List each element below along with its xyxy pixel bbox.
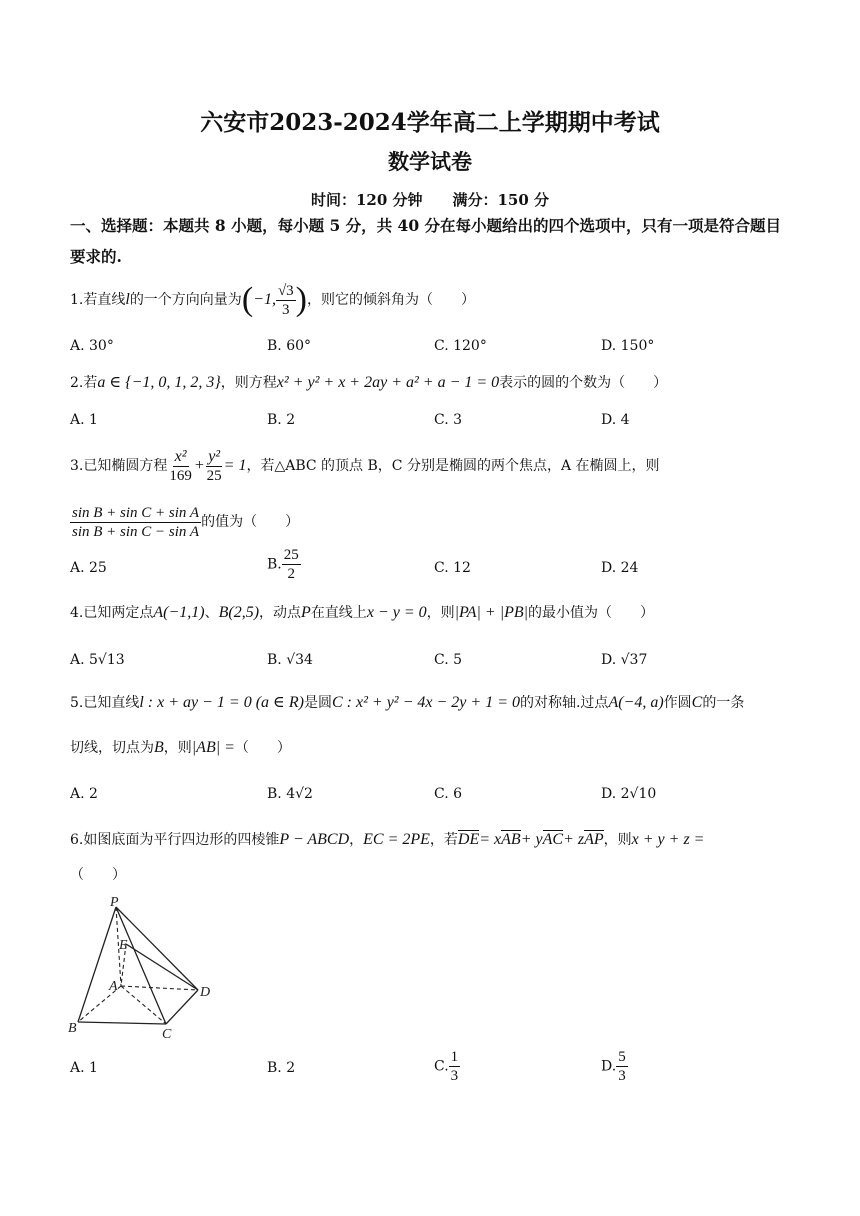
q6-sum: x + y + z = bbox=[631, 831, 705, 848]
label-d: D bbox=[200, 985, 211, 1000]
q5-point-a: A(−4, a) bbox=[608, 694, 664, 711]
q3-option-b-label: B. bbox=[267, 556, 282, 573]
question-2 bbox=[70, 372, 667, 392]
q6-option-c-den: 3 bbox=[450, 1068, 459, 1084]
q3-eq1: = 1 bbox=[223, 457, 247, 474]
q3-expr-num: sin B + sin C + sin A bbox=[72, 504, 200, 521]
q4-text-pre: 4.已知两定点 bbox=[70, 605, 154, 621]
q2-text-mid: ，则方程 bbox=[220, 375, 277, 391]
q5-line2-pre: 切线，切点为 bbox=[70, 740, 154, 756]
q4-text-mid3: ，则 bbox=[426, 605, 455, 621]
q6-option-d bbox=[601, 1048, 628, 1085]
question-3 bbox=[70, 446, 660, 486]
q3-frac-x-den: 169 bbox=[169, 467, 192, 484]
q5-option-d: D. 2√10 bbox=[601, 786, 657, 802]
q2-condition: a ∈ {−1, 0, 1, 2, 3} bbox=[97, 374, 221, 391]
q6-vec-ac: AC bbox=[542, 831, 564, 848]
q2-text-post: 表示的圆的个数为（ ） bbox=[499, 375, 668, 391]
q4-text-post: 的最小值为（ ） bbox=[528, 605, 655, 621]
q5-text-post1: 的对称轴.过点 bbox=[519, 695, 609, 711]
q1-vec-num: √3 bbox=[277, 282, 294, 299]
q6-text-mid2: ，则 bbox=[603, 832, 632, 848]
question-5-line2 bbox=[70, 737, 291, 757]
q6-option-d-label: D. bbox=[601, 1058, 617, 1075]
q6-option-c-frac bbox=[449, 1048, 461, 1085]
edge-ad bbox=[121, 986, 198, 990]
q3-option-a: A. 25 bbox=[70, 560, 107, 576]
q3-option-c: C. 12 bbox=[434, 560, 471, 576]
q5-option-c: C. 6 bbox=[434, 786, 463, 802]
edge-pb bbox=[78, 907, 116, 1022]
q2-text-pre: 2.若 bbox=[70, 375, 98, 391]
q5-circle-eq: C : x² + y² − 4x − 2y + 1 = 0 bbox=[332, 694, 520, 711]
q1-option-c: C. 120° bbox=[434, 338, 487, 354]
q5-line2-mid: ，则 bbox=[163, 740, 192, 756]
q6-vec-ap: AP bbox=[584, 831, 604, 848]
q3-text-mid: ，若△ABC 的顶点 B，C 分别是椭圆的两个焦点， bbox=[246, 458, 561, 474]
q3-frac-x bbox=[167, 448, 194, 485]
q3-text-pre: 3.已知椭圆方程 bbox=[70, 458, 168, 474]
q3-text-post: 的值为（ ） bbox=[201, 514, 300, 530]
q3-text-mid2: A 在椭圆上，则 bbox=[560, 458, 660, 474]
q5-text-pre: 5.已知直线 bbox=[70, 695, 140, 711]
q3-option-b-frac bbox=[282, 546, 301, 583]
q5-text-mid: 是圆 bbox=[304, 695, 332, 711]
q1-paren-left: ( bbox=[241, 281, 254, 318]
question-6 bbox=[70, 829, 704, 849]
q1-text-mid: 的一个方向向量为 bbox=[129, 292, 242, 308]
q4-option-d: D. √37 bbox=[601, 652, 648, 668]
q2-option-d: D. 4 bbox=[601, 412, 630, 428]
q6-pyramid: P − ABCD bbox=[279, 831, 350, 848]
q3-expression bbox=[70, 504, 201, 541]
q4-point-a: A(−1,1) bbox=[153, 604, 205, 621]
q3-frac-x-num: x² bbox=[174, 447, 187, 465]
q3-frac-y bbox=[205, 448, 224, 485]
q4-option-a: A. 5√13 bbox=[70, 652, 125, 668]
question-5 bbox=[70, 692, 744, 712]
q6-option-c-num: 1 bbox=[450, 1049, 459, 1065]
q3-frac-y-den: 25 bbox=[206, 467, 222, 484]
q5-circle-c: C bbox=[691, 694, 703, 711]
q5-point-b: B bbox=[154, 739, 164, 756]
q6-text-pre: 6.如图底面为平行四边形的四棱锥 bbox=[70, 832, 280, 848]
q4-point-p: P bbox=[301, 604, 311, 621]
q6-option-c bbox=[434, 1048, 460, 1085]
edge-cd bbox=[166, 990, 198, 1024]
q6-eq: = x bbox=[479, 831, 502, 848]
edge-bc bbox=[78, 1022, 166, 1024]
edge-ac bbox=[121, 986, 166, 1024]
label-p: P bbox=[110, 895, 119, 910]
q6-option-b: B. 2 bbox=[267, 1060, 296, 1076]
question-3-line2 bbox=[70, 500, 299, 544]
label-c: C bbox=[162, 1027, 172, 1042]
section-heading: 一、选择题：本题共 8 小题，每小题 5 分，共 40 分在每小题给出的四个选项中，只有一项是符合题目要求的. bbox=[70, 216, 782, 266]
q4-point-b: B(2,5) bbox=[218, 604, 260, 621]
q3-frac-y-num: y² bbox=[208, 447, 221, 465]
q6-condition: EC = 2PE bbox=[363, 831, 430, 848]
q5-text-post2: 作圆 bbox=[663, 695, 692, 711]
edge-pd bbox=[116, 907, 198, 990]
q1-option-d: D. 150° bbox=[601, 338, 655, 354]
q2-option-b: B. 2 bbox=[267, 412, 296, 428]
q3-option-b-num: 25 bbox=[283, 547, 299, 563]
q5-ab: |AB| = bbox=[191, 739, 235, 756]
q6-option-a: A. 1 bbox=[70, 1060, 98, 1076]
exam-meta: 时间：120 分钟 满分：150 分 bbox=[310, 191, 550, 209]
question-4 bbox=[70, 602, 654, 622]
q3-option-b bbox=[267, 546, 301, 583]
q1-option-a: A. 30° bbox=[70, 338, 114, 354]
edge-ed bbox=[126, 944, 198, 990]
q1-text-pre: 1.若直线 bbox=[70, 292, 126, 308]
q5-line-eq: l : x + ay − 1 = 0 (a ∈ R) bbox=[139, 694, 304, 711]
q4-option-c: C. 5 bbox=[434, 652, 463, 668]
q6-option-d-num: 5 bbox=[618, 1049, 626, 1065]
q3-option-b-den: 2 bbox=[287, 566, 295, 582]
q6-text-mid: ，若 bbox=[429, 832, 458, 848]
q5-text-post3: 的一条 bbox=[702, 695, 745, 711]
q1-option-b: B. 60° bbox=[267, 338, 312, 354]
q6-pyramid-figure bbox=[66, 892, 226, 1042]
q6-plus-z: + z bbox=[563, 831, 585, 848]
exam-title: 六安市2023-2024学年高二上学期期中考试 bbox=[200, 109, 660, 136]
q1-vec-a: −1, bbox=[253, 291, 276, 308]
q6-option-d-den: 3 bbox=[618, 1068, 626, 1084]
label-b: B bbox=[68, 1021, 77, 1036]
q1-paren-right: ) bbox=[295, 281, 307, 318]
q2-option-a: A. 1 bbox=[70, 412, 98, 428]
q6-sep: ， bbox=[349, 832, 364, 848]
q6-plus-y: + y bbox=[520, 831, 543, 848]
label-e: E bbox=[119, 938, 128, 953]
q4-text-mid2: 在直线上 bbox=[310, 605, 367, 621]
q3-plus: + bbox=[193, 457, 205, 474]
q2-option-c: C. 3 bbox=[434, 412, 463, 428]
q2-equation: x² + y² + x + 2ay + a² + a − 1 = 0 bbox=[276, 374, 500, 391]
q3-option-d: D. 24 bbox=[601, 560, 639, 576]
q1-vec-frac bbox=[276, 282, 296, 319]
q5-option-a: A. 2 bbox=[70, 786, 98, 802]
q6-option-d-frac bbox=[616, 1048, 628, 1085]
q4-expression: |PA| + |PB| bbox=[454, 604, 529, 621]
q1-vec-den: 3 bbox=[282, 301, 290, 318]
label-a: A bbox=[109, 979, 118, 994]
question-1 bbox=[70, 280, 475, 320]
exam-subtitle: 数学试卷 bbox=[388, 149, 472, 174]
q6-option-c-label: C. bbox=[434, 1058, 449, 1075]
q6-vec-de: DE bbox=[457, 831, 480, 848]
q1-text-post: ，则它的倾斜角为（ ） bbox=[307, 292, 475, 308]
q5-option-b: B. 4√2 bbox=[267, 786, 313, 802]
q1-var-l: l bbox=[125, 291, 130, 308]
q4-line: x − y = 0 bbox=[366, 604, 427, 621]
q4-sep: 、 bbox=[204, 605, 219, 621]
q6-blank: （ ） bbox=[70, 867, 126, 883]
q5-line2-post: （ ） bbox=[234, 740, 291, 756]
q4-option-b: B. √34 bbox=[267, 652, 313, 668]
q4-text-mid: ，动点 bbox=[259, 605, 302, 621]
q6-vec-ab: AB bbox=[501, 831, 521, 848]
q3-expr-den: sin B + sin C − sin A bbox=[72, 523, 200, 540]
